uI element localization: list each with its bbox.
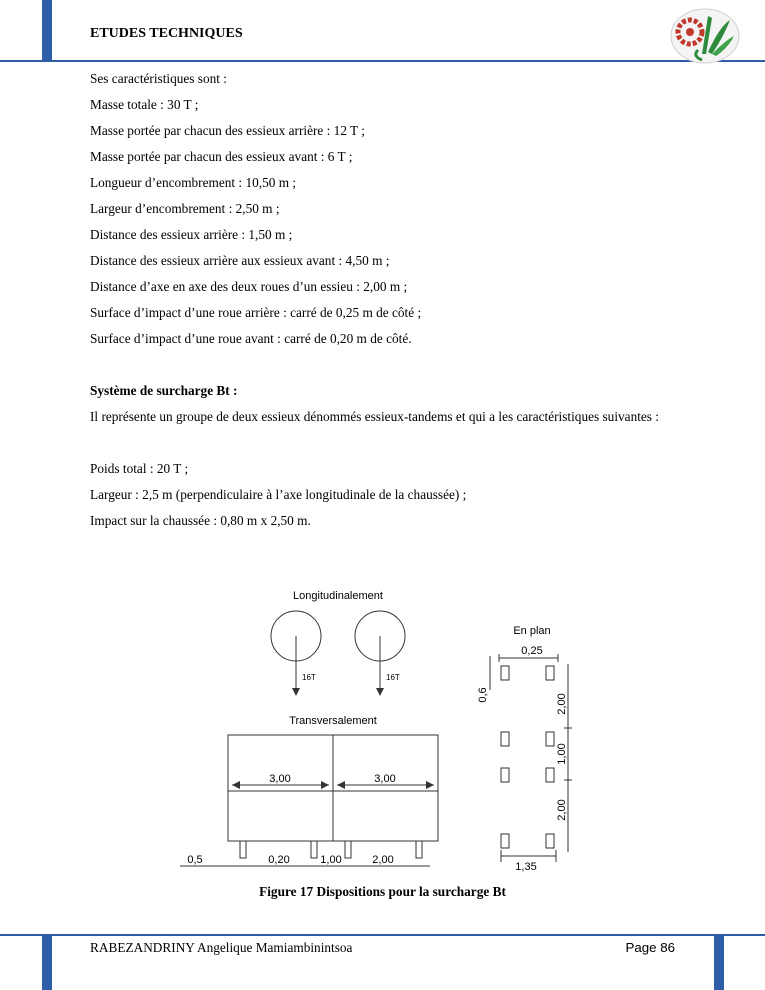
- dim-wheel-gap: 0,20: [268, 854, 290, 866]
- page-number: Page 86: [625, 940, 675, 955]
- trans-width-right: 3,00: [374, 773, 396, 785]
- trans-width-left: 3,00: [269, 773, 291, 785]
- plan-dim-bottom: 2,00: [556, 799, 568, 821]
- longitudinal-label: Longitudinalement: [293, 590, 383, 602]
- bt-line: Impact sur la chaussée : 0,80 m x 2,50 m.: [90, 513, 311, 528]
- plan-dim-mid: 1,00: [556, 743, 568, 765]
- body-text: [90, 66, 690, 534]
- intro-line: Ses caractéristiques sont :: [90, 71, 227, 86]
- footer-left-bar: [42, 934, 52, 990]
- plan-label: En plan: [513, 625, 551, 637]
- bc-line: Distance des essieux arrière aux essieux avant : 4,50 m ;: [90, 253, 390, 268]
- bt-line: Poids total : 20 T ;: [90, 461, 189, 476]
- transversal-label: Transversalement: [289, 715, 377, 727]
- load-label-left: 16T: [302, 673, 316, 682]
- bt-heading: Système de surcharge Bt :: [90, 383, 238, 398]
- header-rule: [0, 60, 765, 62]
- plan-width-bottom: 1,35: [515, 861, 537, 873]
- figure-caption: Figure 17 Dispositions pour la surcharge Bt: [259, 884, 506, 899]
- footer-rule: [0, 934, 765, 936]
- plan-height-left: 0,6: [477, 687, 489, 703]
- footer-right-bar: [714, 934, 724, 990]
- bt-line: Largeur : 2,5 m (perpendiculaire à l’axe longitudinale de la chaussée) ;: [90, 487, 467, 502]
- load-label-right: 16T: [386, 673, 400, 682]
- bc-line: Masse totale : 30 T ;: [90, 97, 199, 112]
- bt-load-diagram: [180, 580, 600, 880]
- bc-line: Longueur d’encombrement : 10,50 m ;: [90, 175, 297, 190]
- dim-edge: 0,5: [187, 854, 203, 866]
- bt-description: Il représente un groupe de deux essieux dénommés essieux-tandems et qui a les caractéristiques suivantes :: [90, 409, 660, 424]
- university-logo-icon: [668, 6, 742, 66]
- bc-line: Masse portée par chacun des essieux arrière : 12 T ;: [90, 123, 365, 138]
- dim-wheel-spacing: 2,00: [372, 854, 394, 866]
- plan-dim-top: 2,00: [556, 693, 568, 715]
- bc-line: Surface d’impact d’une roue avant : carré de 0,20 m de côté.: [90, 331, 412, 346]
- bc-line: Masse portée par chacun des essieux avant : 6 T ;: [90, 149, 353, 164]
- wheel-block: [416, 841, 422, 858]
- bc-line: Distance d’axe en axe des deux roues d’un essieu : 2,00 m ;: [90, 279, 408, 294]
- plan-width-top: 0,25: [521, 645, 543, 657]
- footer-author: RABEZANDRINY Angelique Mamiambinintsoa: [90, 940, 353, 955]
- bc-line: Distance des essieux arrière : 1,50 m ;: [90, 227, 293, 242]
- dim-axle-gap: 1,00: [320, 854, 342, 866]
- bc-line: Largeur d’encombrement : 2,50 m ;: [90, 201, 280, 216]
- header-left-bar: [42, 0, 52, 60]
- wheel-block: [240, 841, 246, 858]
- wheel-block: [345, 841, 351, 858]
- bc-line: Surface d’impact d’une roue arrière : carré de 0,25 m de côté ;: [90, 305, 422, 320]
- wheel-block: [311, 841, 317, 858]
- header-title: ETUDES TECHNIQUES: [90, 26, 243, 41]
